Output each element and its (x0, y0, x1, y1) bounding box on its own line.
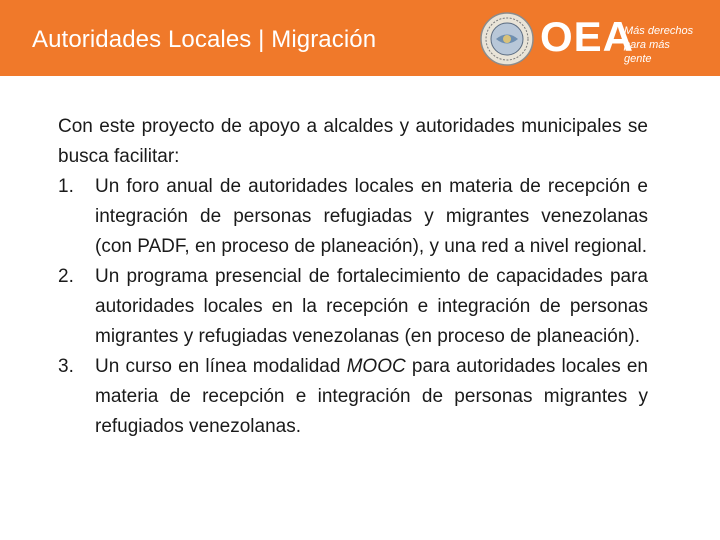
logo-wordmark: OEA (540, 13, 635, 60)
mooc-term: MOOC (346, 356, 406, 377)
list-item-text: Un foro anual de autoridades locales en materia de recepción e integración de personas refugiadas y migrantes venezolanas (con PADF, en proceso de planeación), y una red a nivel regional. (95, 176, 648, 257)
list-item-number: 1. (58, 176, 74, 197)
list-item-text-end: para autoridades locales en materia de recepción e integración de personas migrantes y refugiados venezolanas. (95, 356, 648, 437)
oas-seal-icon (480, 12, 534, 66)
list-item (58, 262, 648, 352)
list-item-number: 3. (58, 356, 74, 377)
main-content (58, 112, 648, 442)
list-item (58, 352, 648, 442)
tagline-line1: Más derechos (624, 25, 694, 37)
list-item (58, 172, 648, 262)
list-item-text: Un programa presencial de fortalecimiento de capacidades para autoridades locales en la recepción e integración de personas migrantes y refugiadas venezolanas (en proceso de planeación). (95, 266, 648, 347)
list-item-number: 2. (58, 266, 74, 287)
page-title: Autoridades Locales | Migración (32, 26, 377, 53)
oea-logo (478, 8, 694, 70)
header-bar (0, 0, 720, 76)
tagline-line2: para más gente (624, 39, 670, 65)
intro-paragraph (58, 112, 648, 172)
list-item-text (95, 352, 648, 442)
intro-text: Con este proyecto de apoyo a alcaldes y autoridades municipales se busca facilitar: (58, 116, 648, 167)
logo-tagline (624, 24, 696, 66)
list-item-text-start: Un curso en línea modalidad (95, 356, 347, 377)
